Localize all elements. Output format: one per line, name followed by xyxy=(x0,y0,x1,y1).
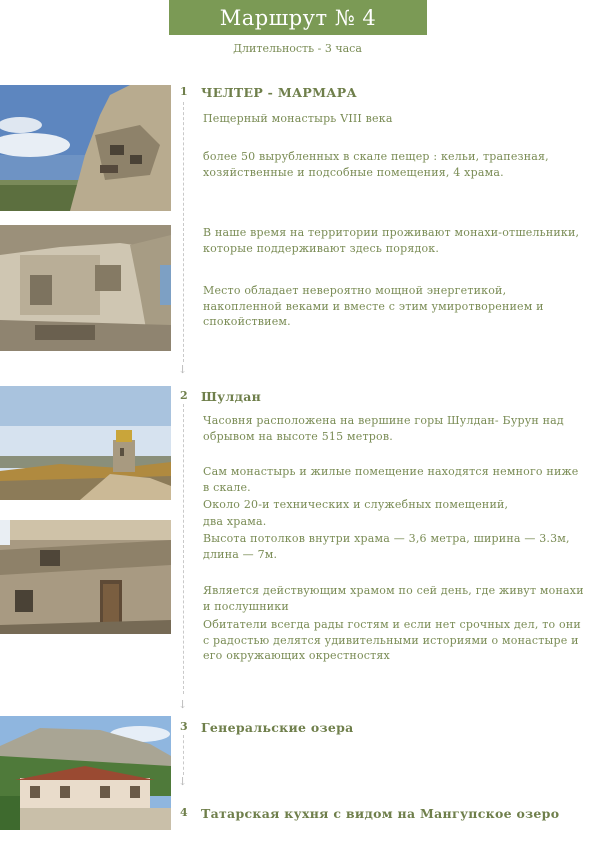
stop-paragraph: Является действующим храмом по сей день, где живут монахи и послушники xyxy=(203,584,584,613)
rock-cells-photo xyxy=(0,520,171,634)
stop-paragraph: более 50 вырубленных в скале пещер : кельи, трапезная, хозяйственные и подсобные помещения, 4 храма. xyxy=(203,150,549,179)
shuldan-chapel-photo xyxy=(0,386,171,500)
stop-paragraph: Около 20-и технических и служебных помещений, xyxy=(203,498,509,511)
stop-title: ЧЕЛТЕР - МАРМАРА xyxy=(201,85,357,100)
route-title: Маршрут № 4 xyxy=(219,5,377,30)
stop-number: 1 xyxy=(180,85,188,98)
stop-paragraph: два храма. xyxy=(203,515,267,528)
stop-paragraph: Пещерный монастырь VIII века xyxy=(203,112,393,125)
route-duration: Длительность - 3 часа xyxy=(233,42,362,55)
timeline-arrow-3: ↓ xyxy=(178,775,188,788)
stop-paragraph: Сам монастырь и жилые помещение находятся немного ниже в скале. xyxy=(203,465,579,494)
stop-paragraph: Часовня расположена на вершине горы Шулдан- Бурун над обрывом на высоте 515 метров. xyxy=(203,414,564,443)
timeline-arrow-1: ↓ xyxy=(178,363,188,376)
stop-title: Генеральские озера xyxy=(201,720,354,735)
stop-title: Татарская кухня с видом на Мангупское озеро xyxy=(201,806,560,821)
timeline-dash-3 xyxy=(183,735,184,775)
timeline-dash-1 xyxy=(183,102,184,362)
stop-paragraph: Место обладает невероятно мощной энергетикой, накопленной веками и вместе с этим умиротворением и спокойствием. xyxy=(203,284,544,328)
stop-title: Шулдан xyxy=(201,389,262,404)
cave-interior-photo xyxy=(0,225,171,351)
timeline-dash-2 xyxy=(183,404,184,694)
stop-paragraph: Высота потолков внутри храма — 3,6 метра, ширина — 3.3м, длина — 7м. xyxy=(203,532,570,561)
stop-number: 2 xyxy=(180,389,188,402)
general-lakes-photo xyxy=(0,716,171,830)
timeline-arrow-2: ↓ xyxy=(178,698,188,711)
stop-number: 3 xyxy=(180,720,188,733)
stop-paragraph: В наше время на территории проживают монахи-отшельники, которые поддерживают здесь порядок. xyxy=(203,226,580,255)
stop-paragraph: Обитатели всегда рады гостям и если нет срочных дел, то они с радостью делятся удивительными историями о монастыре и его окружающих окрестностях xyxy=(203,618,581,662)
stop-number: 4 xyxy=(180,806,188,819)
route-title-banner xyxy=(169,0,427,35)
cave-monastery-cliff-photo xyxy=(0,85,171,211)
